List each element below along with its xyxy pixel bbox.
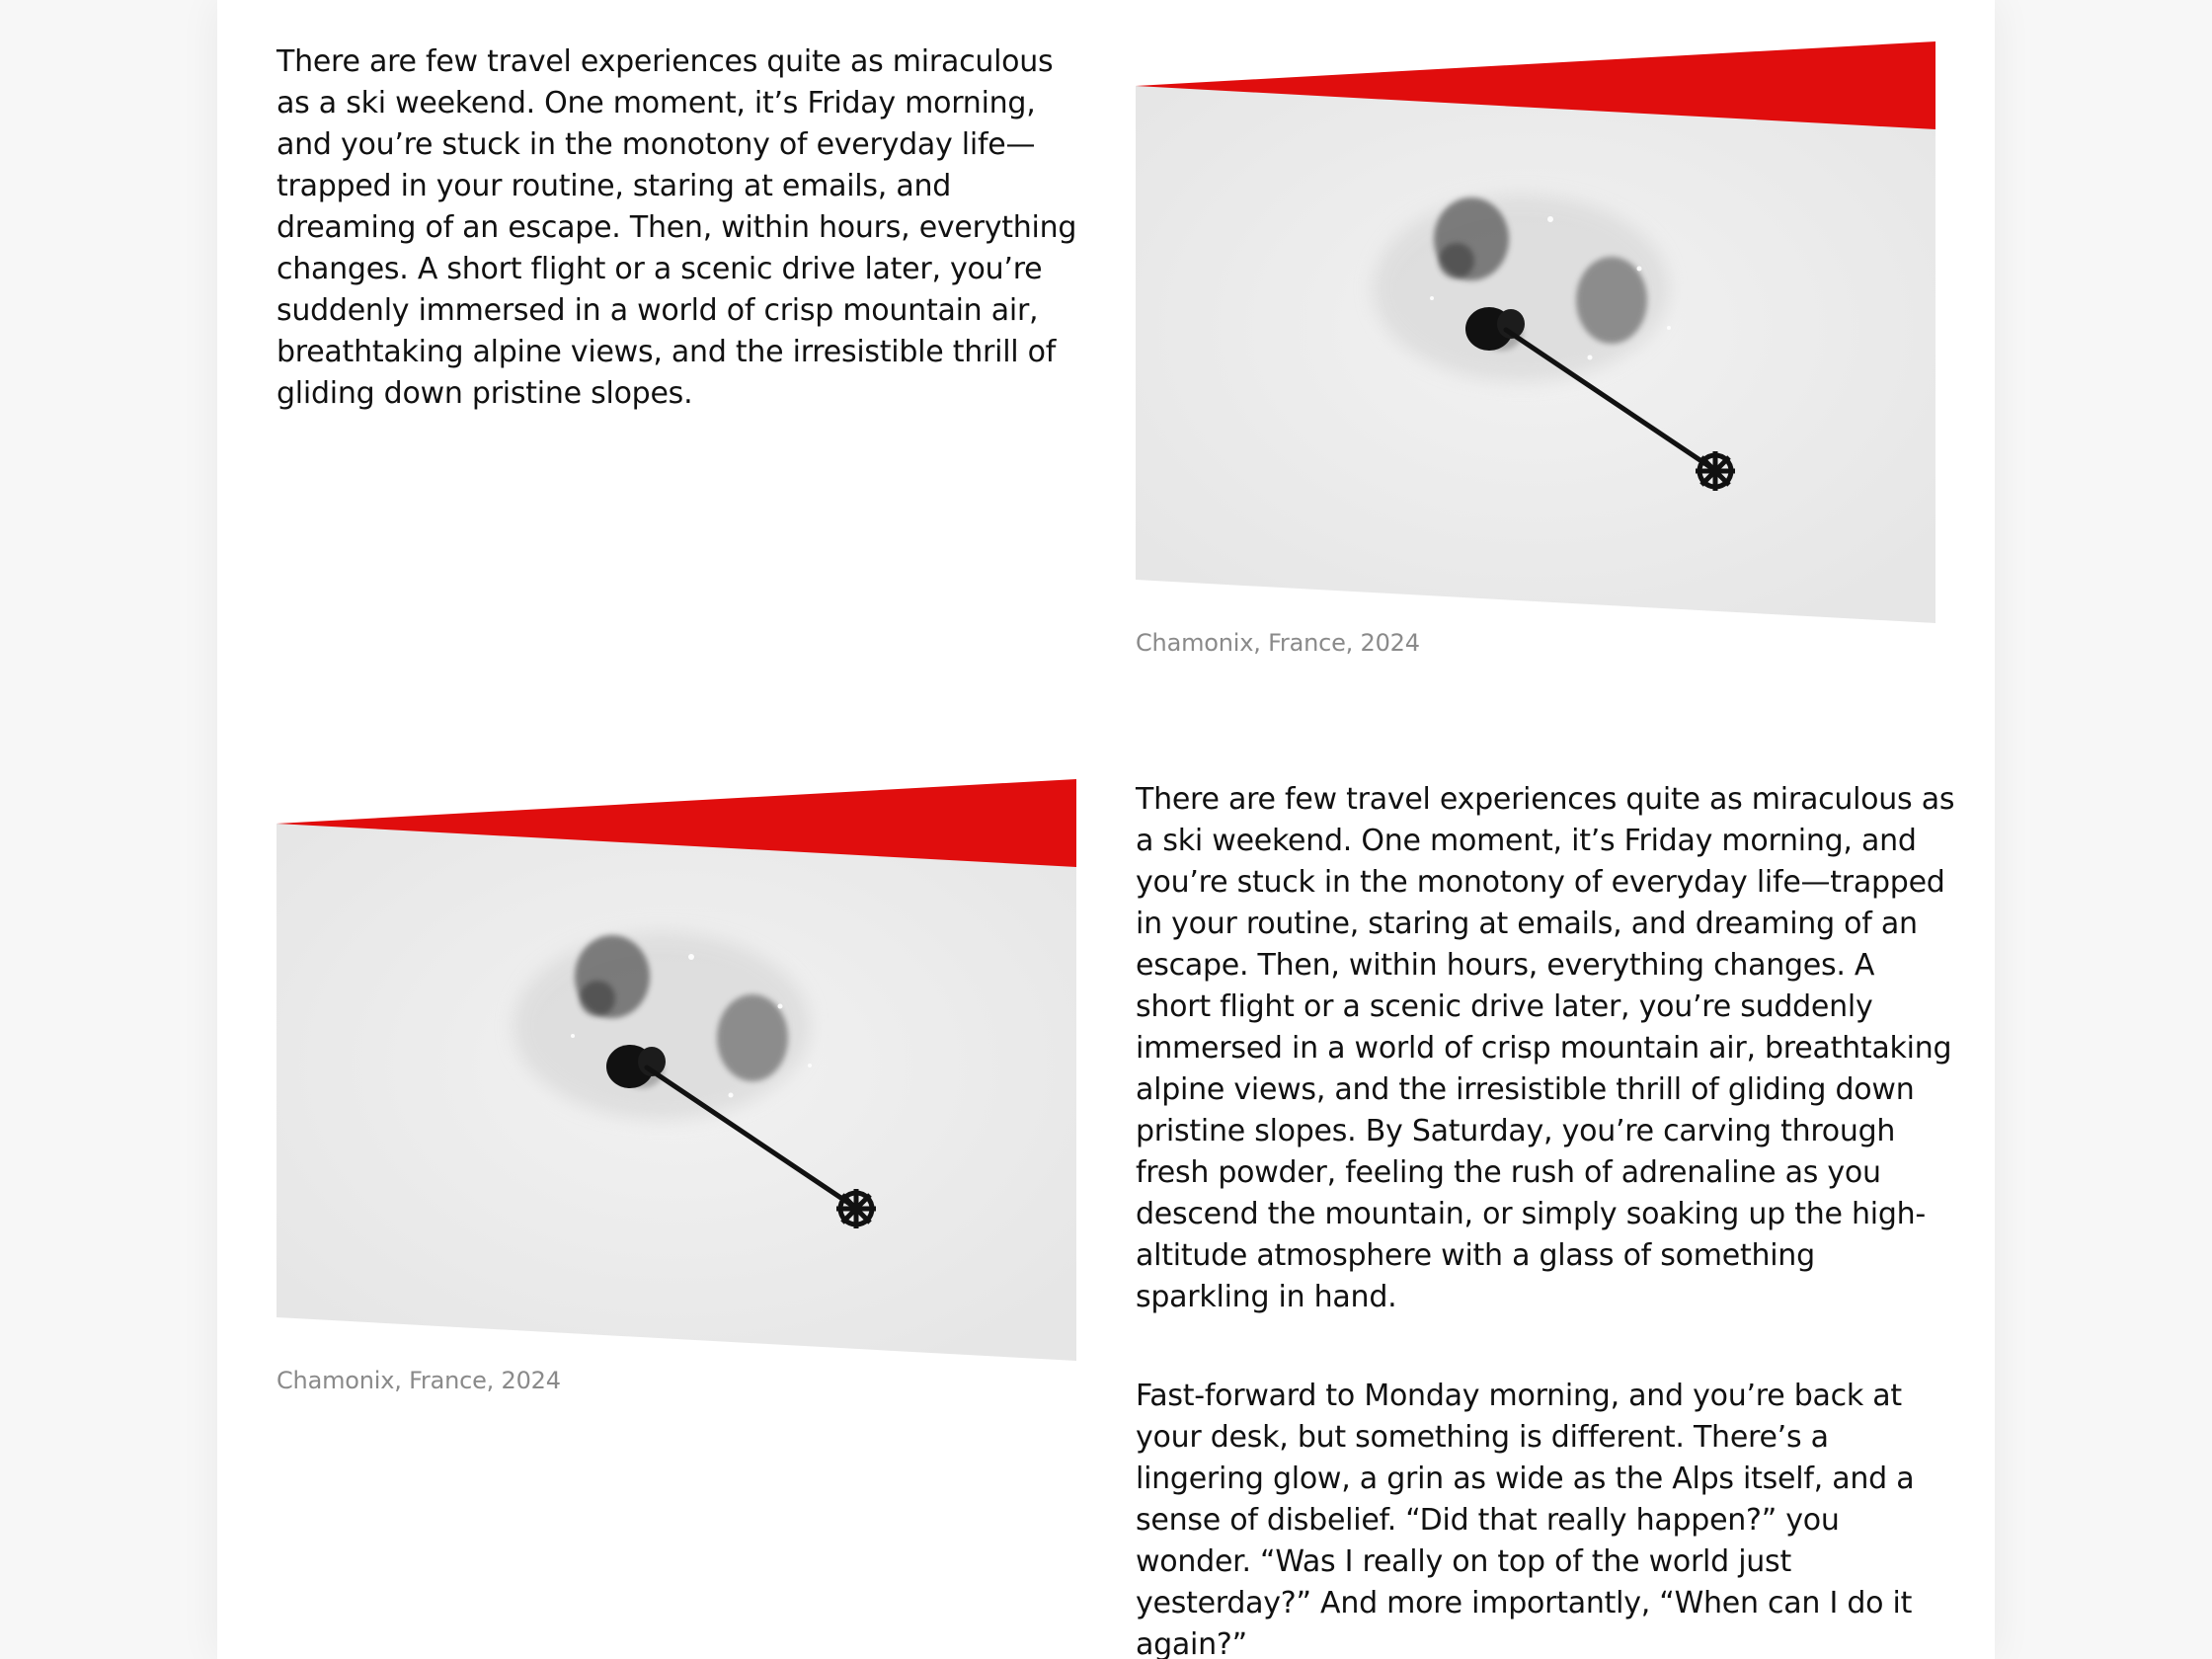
photo-figure-top xyxy=(1136,41,1936,657)
photo-figure-bottom xyxy=(276,779,1076,1394)
photo-frame xyxy=(276,779,1076,1394)
ski-pole-basket xyxy=(836,1189,876,1228)
intro-paragraph: There are few travel experiences quite as miraculous as a ski weekend. One moment, it’s Friday morning, and you’re stuck in the monotony of everyday life—trapped in your routine, staring at emails, and dreaming of an escape. Then, within hours, everything changes. A short flight or a scenic drive later, you’re suddenly immersed in a world of crisp mountain air, breathtaking alpine views, and the irresistible thrill of gliding down pristine slopes. xyxy=(276,44,1077,411)
ski-pole-basket xyxy=(1696,451,1735,491)
photo-caption: Chamonix, France, 2024 xyxy=(1136,629,1420,657)
story-paragraph-2: Fast-forward to Monday morning, and you’re back at your desk, but something is different. There’s a lingering glow, a grin as wide as the Alps itself, and a sense of disbelief. “Did that really happen?” you wonder. “Was I really on top of the world just yesterday?” And more importantly, “When can I do it again?” xyxy=(1136,1379,1915,1659)
intro-text xyxy=(276,41,1081,472)
article-page xyxy=(217,0,1995,1659)
skier-in-powder-snow-photo xyxy=(276,779,1076,1361)
story-text xyxy=(1136,779,1955,1659)
photo-caption: Chamonix, France, 2024 xyxy=(276,1367,561,1394)
story-paragraph-1: There are few travel experiences quite as miraculous as a ski weekend. One moment, it’s Friday morning, and you’re stuck in the monotony of everyday life—trapped in your routine, staring at emails, and dreaming of an escape. Then, within hours, everything changes. A short flight or a scenic drive later, you’re suddenly immersed in a world of crisp mountain air, breathtaking alpine views, and the irresistible thrill of gliding down pristine slopes. By Saturday, you’re carving through fresh powder, feeling the rush of adrenaline as you descend the mountain, or simply soaking up the high-altitude atmosphere with a glass of something sparkling in hand. xyxy=(1136,782,1955,1314)
photo-frame xyxy=(1136,41,1936,657)
skier-in-powder-snow-photo xyxy=(1136,41,1936,623)
